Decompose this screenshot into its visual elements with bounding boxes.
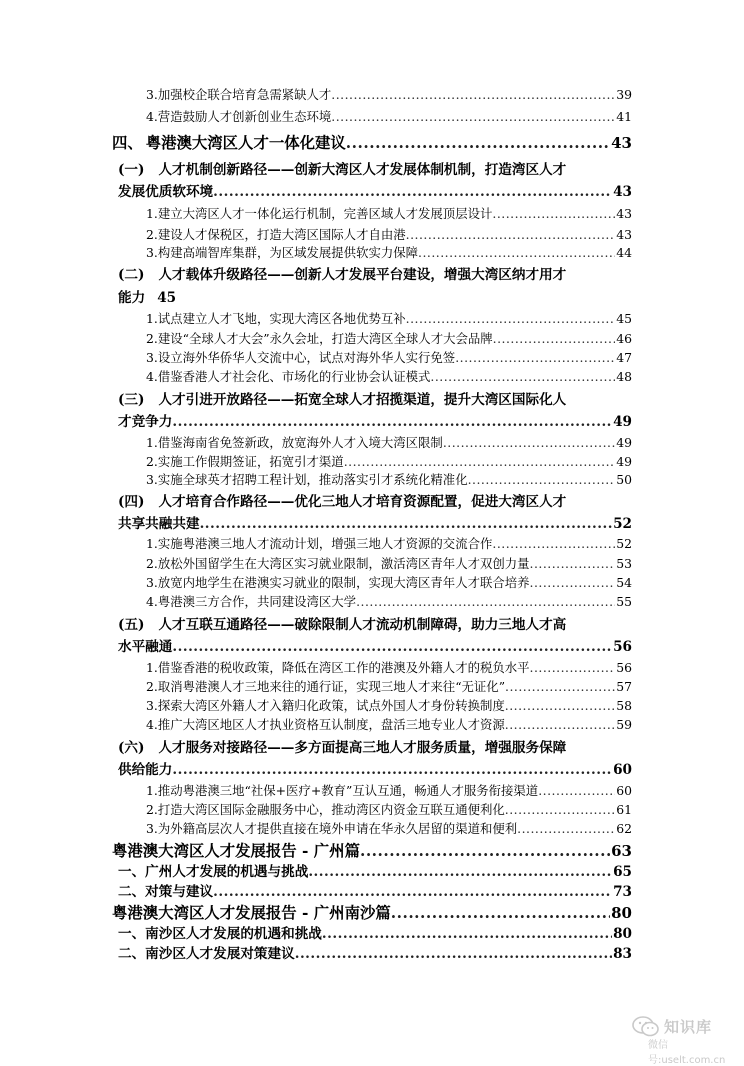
toc-section[interactable]: 二、对策与建议 ..... 73 — [118, 884, 632, 900]
toc-section[interactable]: 二、南沙区人才发展对策建议 ..... 83 — [118, 946, 632, 962]
toc-entry[interactable]: 3.设立海外华侨华人交流中心，试点对海外华人实行免签 ..... 47 — [146, 351, 632, 366]
toc-entry[interactable]: 1.推动粤港澳三地“社保+医疗+教育”互认互通，畅通人才服务衔接渠道 ..... 60 — [146, 784, 632, 799]
toc-entry[interactable]: 1.借鉴香港的税收政策，降低在湾区工作的港澳及外籍人才的税负水平 ..... 56 — [146, 661, 632, 676]
toc-section-title[interactable]: (四) 人才培育合作路径——优化三地人才培育资源配置，促进大湾区人才 — [118, 494, 567, 510]
toc-chapter[interactable]: 四、 粤港澳大湾区人才一体化建议 ..... 43 — [112, 134, 632, 152]
toc-entry[interactable]: 3.为外籍高层次人才提供直接在境外申请在华永久居留的渠道和便利 ..... 62 — [146, 822, 632, 837]
toc-entry[interactable]: 1.实施粤港澳三地人才流动计划，增强三地人才资源的交流合作 ..... 52 — [146, 537, 632, 552]
toc-entry[interactable]: 1.建立大湾区人才一体化运行机制，完善区域人才发展顶层设计 ..... 43 — [146, 207, 632, 222]
toc-entry[interactable]: 3.探索大湾区外籍人才入籍归化政策，试点外国人才身份转换制度 ..... 58 — [146, 699, 632, 714]
toc-report-nansha[interactable]: 粤港澳大湾区人才发展报告 - 广州南沙篇 ..... 80 — [112, 904, 632, 922]
toc-section-title[interactable]: (五) 人才互联互通路径——破除限制人才流动机制障碍，助力三地人才高 — [118, 617, 567, 633]
toc-section[interactable]: 共享共融共建 ..... 52 — [118, 516, 632, 532]
toc-entry[interactable]: 2.建设“全球人才大会”永久会址，打造大湾区全球人才大会品牌 ..... 46 — [146, 332, 632, 347]
wechat-icon — [632, 1016, 660, 1038]
toc-section[interactable]: 才竞争力 ..... 49 — [118, 414, 632, 430]
toc-entry[interactable]: 3.加强校企联合培育急需紧缺人才 ..... 39 — [146, 88, 632, 103]
toc-section[interactable]: 能力 45 — [118, 290, 177, 306]
toc-section[interactable]: 水平融通 ..... 56 — [118, 639, 632, 655]
toc-entry[interactable]: 2.打造大湾区国际金融服务中心，推动湾区内资金互联互通便利化 ..... 61 — [146, 803, 632, 818]
toc-report-guangzhou[interactable]: 粤港澳大湾区人才发展报告 - 广州篇 ..... 63 — [112, 842, 632, 860]
toc-entry[interactable]: 1.借鉴海南省免签新政，放宽海外人才入境大湾区限制 ..... 49 — [146, 436, 632, 451]
toc-entry[interactable]: 4.粤港澳三方合作，共同建设湾区大学 ..... 55 — [146, 595, 632, 610]
toc-entry[interactable]: 1.试点建立人才飞地，实现大湾区各地优势互补 ..... 45 — [146, 312, 632, 327]
toc-section[interactable]: 供给能力 ..... 60 — [118, 762, 632, 778]
toc-entry[interactable]: 2.实施工作假期签证，拓宽引才渠道 ..... 49 — [146, 455, 632, 470]
toc-entry[interactable]: 3.放宽内地学生在港澳实习就业的限制，实现大湾区青年人才联合培养 ..... 54 — [146, 576, 632, 591]
toc-entry[interactable]: 3.构建高端智库集群，为区域发展提供软实力保障 ..... 44 — [146, 246, 632, 261]
toc-entry[interactable]: 2.放松外国留学生在大湾区实习就业限制，激活湾区青年人才双创力量 ..... 53 — [146, 557, 632, 572]
toc-section[interactable]: 一、广州人才发展的机遇与挑战 ..... 65 — [118, 864, 632, 880]
toc-section-title[interactable]: (六) 人才服务对接路径——多方面提高三地人才服务质量，增强服务保障 — [118, 740, 567, 756]
toc-section-title[interactable]: (一) 人才机制创新路径——创新大湾区人才发展体制机制，打造湾区人才 — [118, 162, 567, 178]
toc-section[interactable]: 发展优质软环境 ..... 43 — [118, 184, 632, 200]
toc-entry[interactable]: 2.取消粤港澳人才三地来往的通行证，实现三地人才来往“无证化” ..... 57 — [146, 680, 632, 695]
toc-section-title[interactable]: (三) 人才引进开放路径——拓宽全球人才招揽渠道，提升大湾区国际化人 — [118, 392, 567, 408]
watermark-name: 知识库 — [664, 1018, 713, 1036]
toc-entry[interactable]: 2.建设人才保税区，打造大湾区国际人才自由港 ..... 43 — [146, 228, 632, 243]
toc-section-title[interactable]: (二) 人才载体升级路径——创新人才发展平台建设，增强大湾区纳才用才 — [118, 267, 567, 283]
toc-entry[interactable]: 4.推广大湾区地区人才执业资格互认制度，盘活三地专业人才资源 ..... 59 — [146, 718, 632, 733]
toc-entry[interactable]: 3.实施全球英才招聘工程计划，推动落实引才系统化精准化 ..... 50 — [146, 473, 632, 488]
watermark — [632, 1014, 742, 1066]
toc-entry[interactable]: 4.营造鼓励人才创新创业生态环境 ..... 41 — [146, 110, 632, 125]
watermark-sub: 微信号:uselt.com.cn — [648, 1040, 726, 1066]
toc-entry[interactable]: 4.借鉴香港人才社会化、市场化的行业协会认证模式 ..... 48 — [146, 370, 632, 385]
toc-section[interactable]: 一、南沙区人才发展的机遇和挑战 ..... 80 — [118, 926, 632, 942]
